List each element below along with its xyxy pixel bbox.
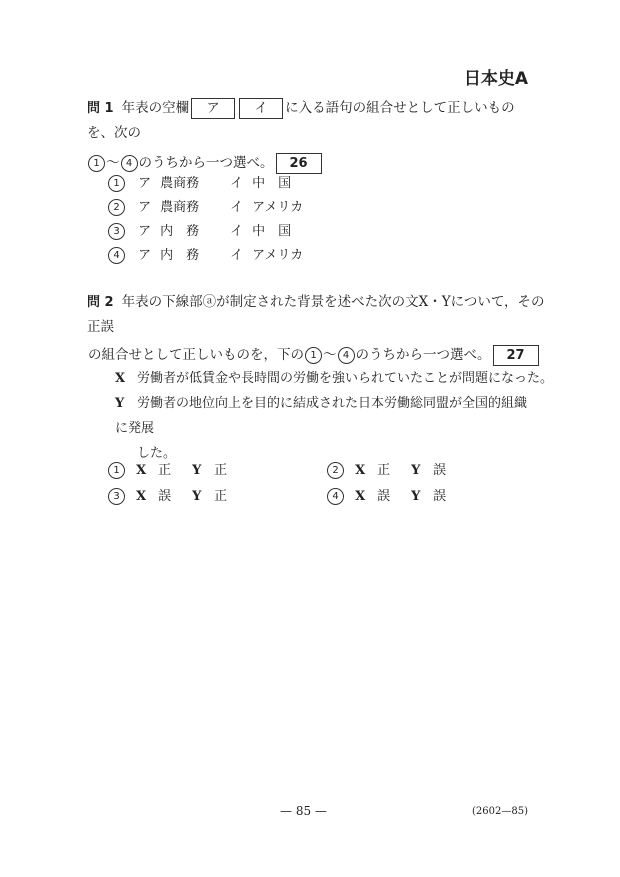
statement-x	[115, 366, 553, 391]
blank-i-box: イ	[239, 98, 283, 119]
q2-option-3[interactable]	[107, 485, 227, 505]
blank-a-box: ア	[191, 98, 235, 119]
question-2-label: 問 2	[87, 295, 114, 310]
question-2	[87, 290, 547, 367]
question-1-line1	[87, 96, 537, 145]
statement-y	[115, 391, 535, 466]
option-y-value: 正	[214, 463, 228, 478]
option-a-label: ア	[138, 248, 152, 263]
q1-option-4[interactable]	[107, 244, 303, 264]
range-start-marker: 1	[88, 155, 105, 172]
option-y-label: Y	[411, 489, 421, 504]
range-end-marker: 4	[121, 155, 138, 172]
statement-text: 労働者の地位向上を目的に結成された日本労働総同盟が全国的組織に発展	[115, 396, 528, 436]
q2-option-1[interactable]	[107, 459, 227, 479]
option-x-value: 正	[158, 463, 172, 478]
option-y-value: 誤	[433, 463, 447, 478]
option-a-value: 内 務	[160, 248, 200, 263]
option-i-value: アメリカ	[252, 248, 304, 263]
q1-option-2[interactable]	[107, 196, 303, 216]
option-x-value: 正	[377, 463, 391, 478]
option-i-label: イ	[230, 224, 244, 239]
question-1-text: 年表の空欄	[121, 100, 190, 116]
option-number: 1	[108, 462, 125, 479]
q2-option-2[interactable]	[326, 459, 446, 479]
range-end-marker: 4	[338, 347, 355, 364]
question-2-text: 年表の下線部ⓐが制定された背景を述べた次の文X・Yについて，その正誤	[87, 294, 545, 335]
answer-number-26: 26	[276, 153, 322, 174]
q2-option-4[interactable]	[326, 485, 446, 505]
option-i-value: 中 国	[252, 176, 292, 191]
question-1-text-b: に入る語句の組合せとして正しいものを、次の	[87, 100, 515, 141]
question-1-label: 問 1	[87, 101, 114, 116]
option-i-label: イ	[230, 200, 244, 215]
statement-text: 労働者が低賃金や長時間の労働を強いられていたことが問題になった。	[137, 371, 554, 386]
option-number: 3	[108, 488, 125, 505]
option-i-label: イ	[230, 176, 244, 191]
option-number: 1	[108, 175, 125, 192]
range-start-marker: 1	[305, 347, 322, 364]
option-i-label: イ	[230, 248, 244, 263]
statement-label: X	[115, 371, 126, 386]
option-y-value: 誤	[433, 489, 447, 504]
statement-text-cont: した。	[137, 446, 177, 461]
option-x-label: X	[136, 463, 147, 478]
option-number: 2	[108, 199, 125, 216]
q1-option-3[interactable]	[107, 220, 291, 240]
subject-title: 日本史A	[463, 69, 528, 89]
option-x-label: X	[355, 489, 366, 504]
option-i-value: 中 国	[252, 224, 292, 239]
option-a-value: 農商務	[160, 200, 200, 215]
question-2-text-b: の組合せとして正しいものを，下の	[88, 347, 304, 363]
q1-option-1[interactable]	[107, 172, 291, 192]
option-number: 3	[108, 223, 125, 240]
question-2-line2: の組合せとして正しいものを，下の 1 〜 4 のうちから一つ選べ。 27	[87, 343, 547, 367]
page-number: — 85 —	[280, 804, 327, 818]
answer-number-27: 27	[493, 345, 539, 366]
question-2-line1	[87, 290, 547, 339]
option-a-value: 内 務	[160, 224, 200, 239]
option-y-value: 正	[214, 489, 228, 504]
option-number: 4	[108, 247, 125, 264]
option-number: 2	[327, 462, 344, 479]
question-1-text-c: のうちから一つ選べ。	[138, 155, 274, 171]
option-x-value: 誤	[158, 489, 172, 504]
option-x-value: 誤	[377, 489, 391, 504]
option-x-label: X	[136, 489, 147, 504]
option-y-label: Y	[192, 489, 202, 504]
option-x-label: X	[355, 463, 366, 478]
option-a-label: ア	[138, 200, 152, 215]
option-a-value: 農商務	[160, 176, 200, 191]
statement-label: Y	[115, 396, 125, 411]
question-2-text-c: のうちから一つ選べ。	[355, 347, 491, 363]
option-a-label: ア	[138, 224, 152, 239]
question-1	[87, 96, 537, 175]
option-y-label: Y	[411, 463, 421, 478]
option-a-label: ア	[138, 176, 152, 191]
option-y-label: Y	[192, 463, 202, 478]
option-number: 4	[327, 488, 344, 505]
option-i-value: アメリカ	[252, 200, 304, 215]
exam-code: (2602—85)	[472, 806, 528, 817]
question-1-line2: 1 〜 4 のうちから一つ選べ。 26	[87, 151, 537, 175]
